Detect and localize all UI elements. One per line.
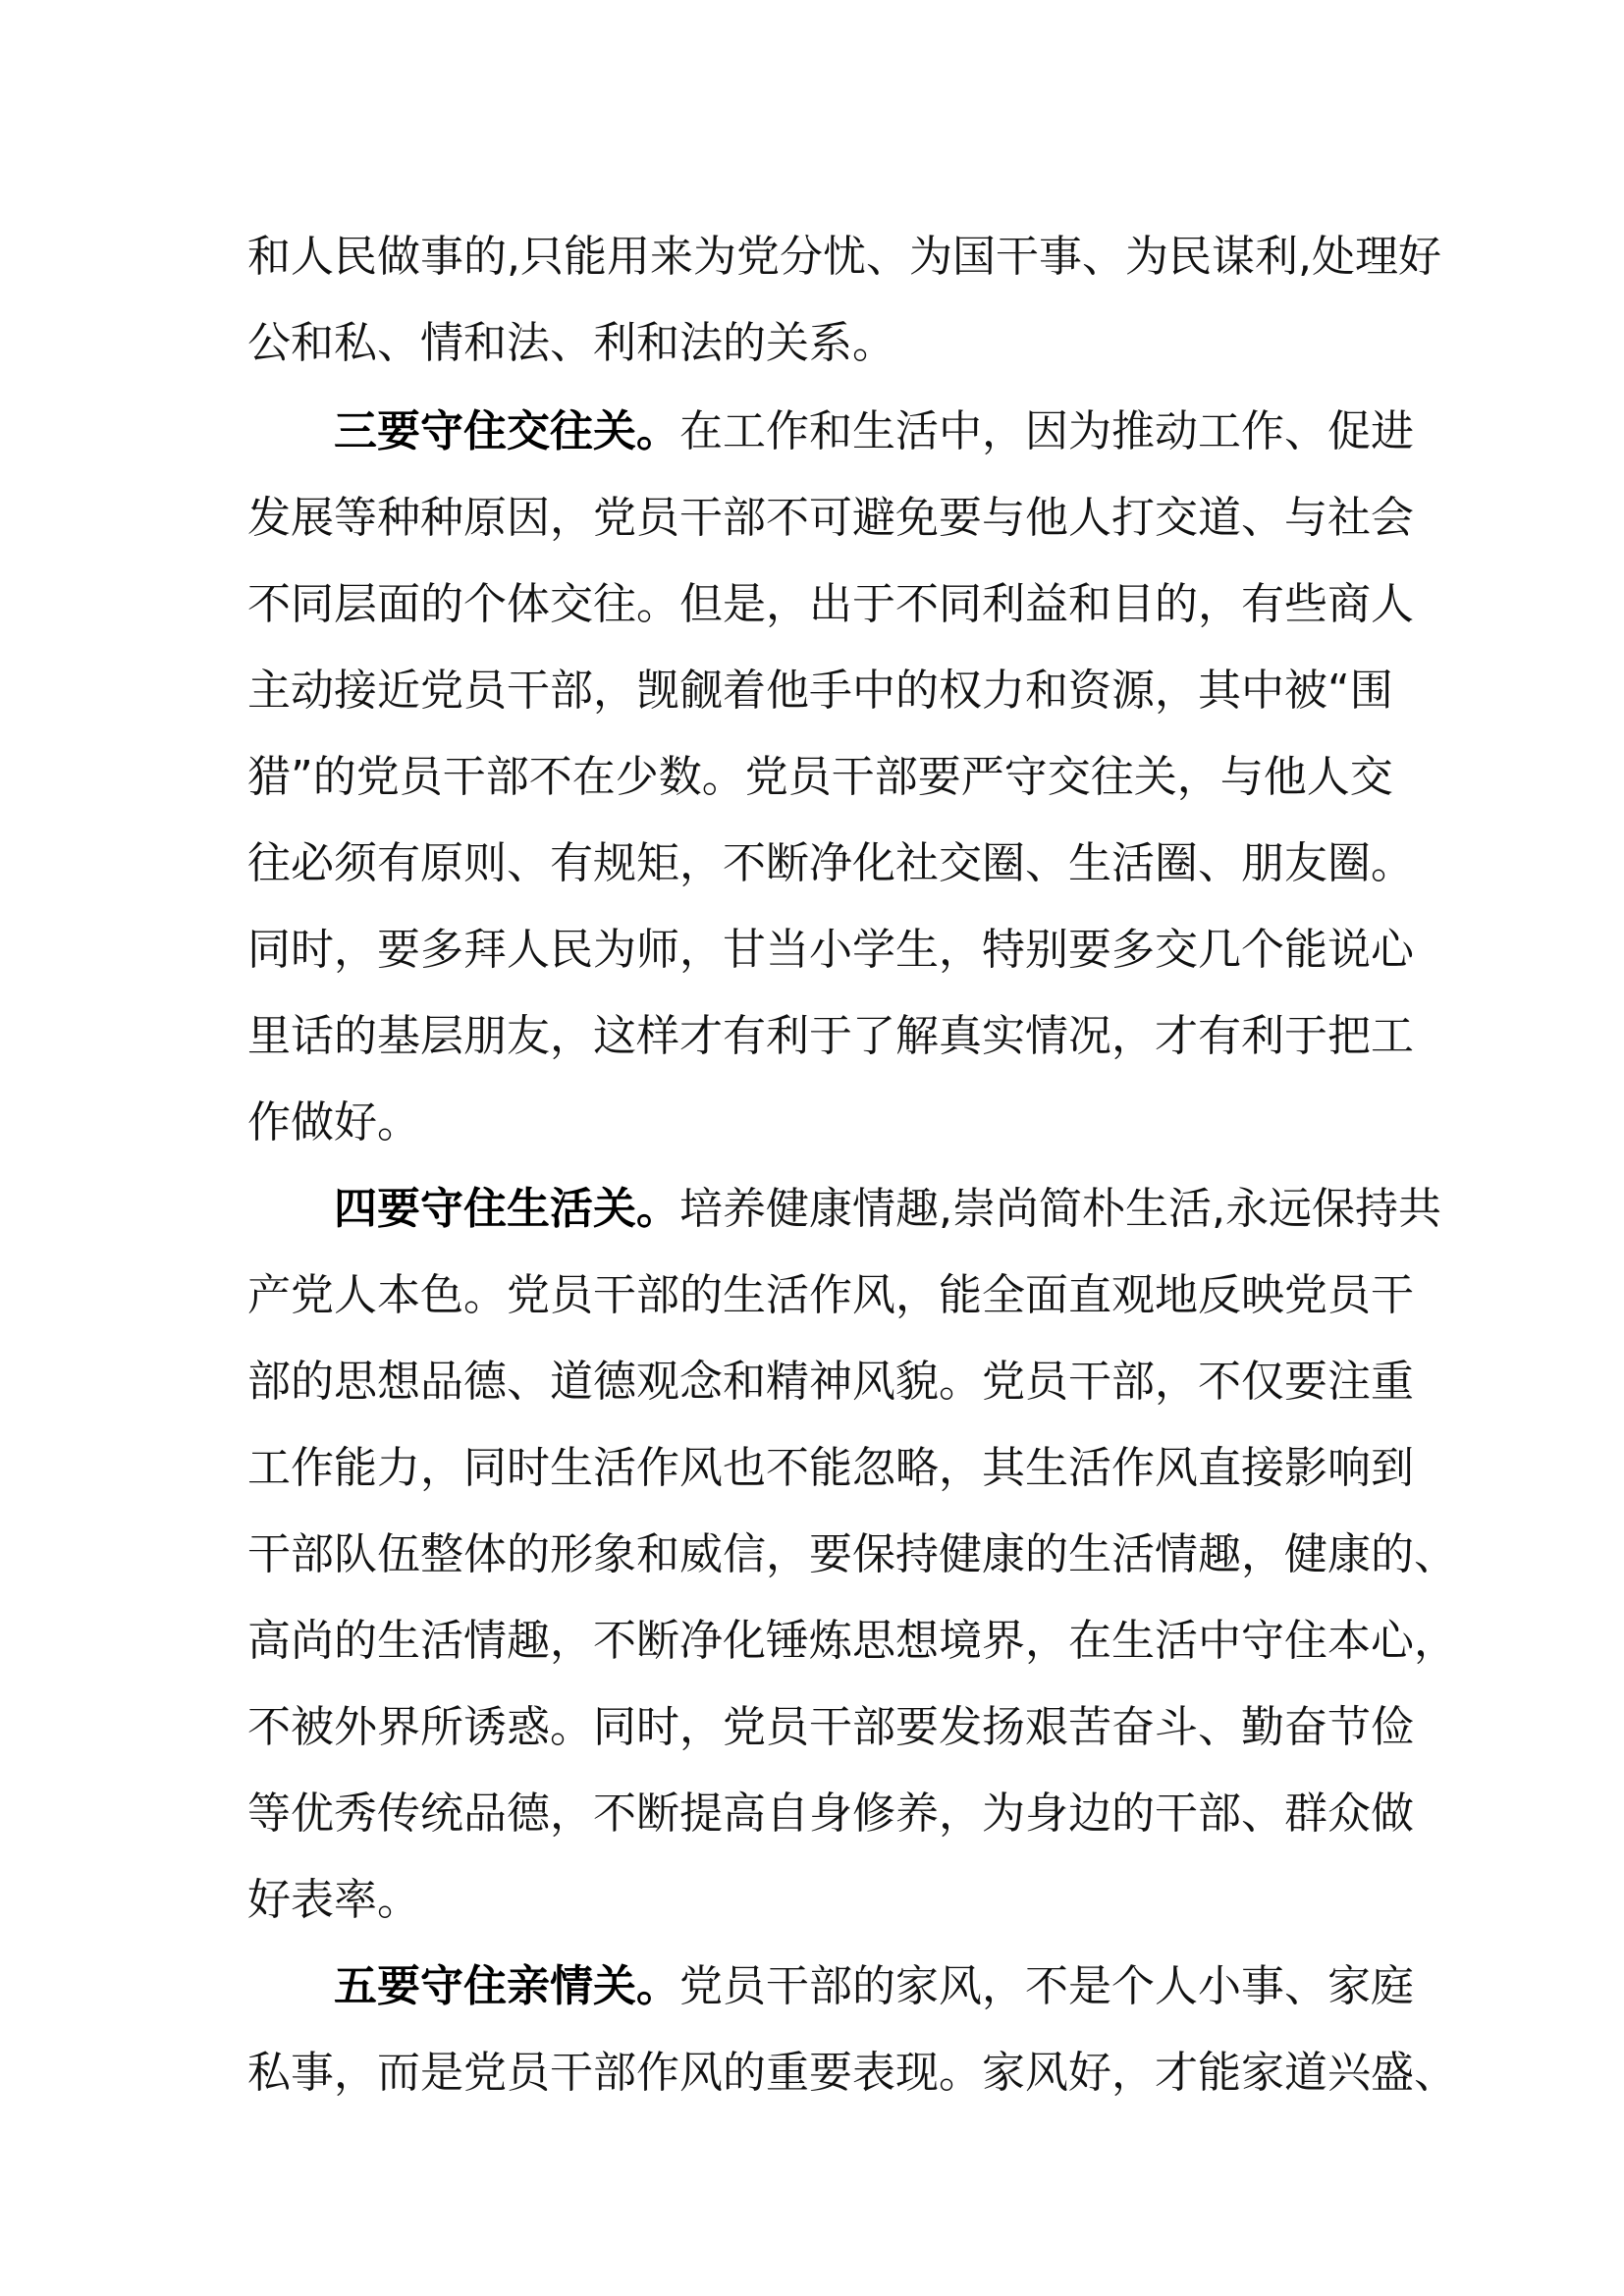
text-line: 里话的基层朋友，这样才有利于了解真实情况，才有利于把工 [247,1011,1414,1061]
text-run: 培养健康情趣,崇尚简朴生活,永远保持共 [679,1184,1441,1234]
text-line: 等优秀传统品德，不断提高自身修养，为身边的干部、群众做 [247,1789,1414,1839]
paragraph-heading-line [334,1957,1492,2016]
section-heading-qinqing: 五要守住亲情关。 [334,1961,679,2011]
text-run: 在工作和生活中，因为推动工作、促进 [679,406,1414,456]
text-run: 党员干部的家风，不是个人小事、家庭 [679,1961,1414,2011]
text-line: 部的思想品德、道德观念和精神风貌。党员干部，不仅要注重 [247,1357,1414,1407]
text-line: 公和私、情和法、利和法的关系。 [247,318,895,368]
paragraph-heading-line [334,1180,1492,1239]
text-line: 往必须有原则、有规矩，不断净化社交圈、生活圈、朋友圈。 [247,838,1414,888]
text-line: 好表率。 [247,1875,420,1925]
paragraph-heading-line [334,402,1492,461]
text-line: 高尚的生活情趣，不断净化锤炼思想境界，在生活中守住本心， [247,1616,1457,1666]
text-line: 发展等种种原因，党员干部不可避免要与他人打交道、与社会 [247,493,1414,543]
section-heading-shenghuo: 四要守住生活关。 [334,1184,679,1234]
text-line: 私事，而是党员干部作风的重要表现。家风好，才能家道兴盛、 [247,2048,1457,2098]
text-line: 产党人本色。党员干部的生活作风，能全面直观地反映党员干 [247,1270,1414,1320]
text-line: 工作能力，同时生活作风也不能忽略，其生活作风直接影响到 [247,1443,1414,1493]
text-line: 不被外界所诱惑。同时，党员干部要发扬艰苦奋斗、勤奋节俭 [247,1702,1414,1752]
text-line: 作做好。 [247,1097,420,1148]
section-heading-jiaowang: 三要守住交往关。 [334,406,679,456]
text-line: 同时，要多拜人民为师，甘当小学生，特别要多交几个能说心 [247,925,1414,975]
text-line: 猎”的党员干部不在少数。党员干部要严守交往关，与他人交 [247,752,1393,802]
text-line: 不同层面的个体交往。但是，出于不同利益和目的，有些商人 [247,579,1414,629]
text-line: 主动接近党员干部，觊觎着他手中的权力和资源，其中被“围 [247,666,1393,716]
text-line: 干部队伍整体的形象和威信，要保持健康的生活情趣，健康的、 [247,1529,1457,1579]
text-line: 和人民做事的,只能用来为党分忧、为国干事、为民谋利,处理好 [247,232,1441,282]
